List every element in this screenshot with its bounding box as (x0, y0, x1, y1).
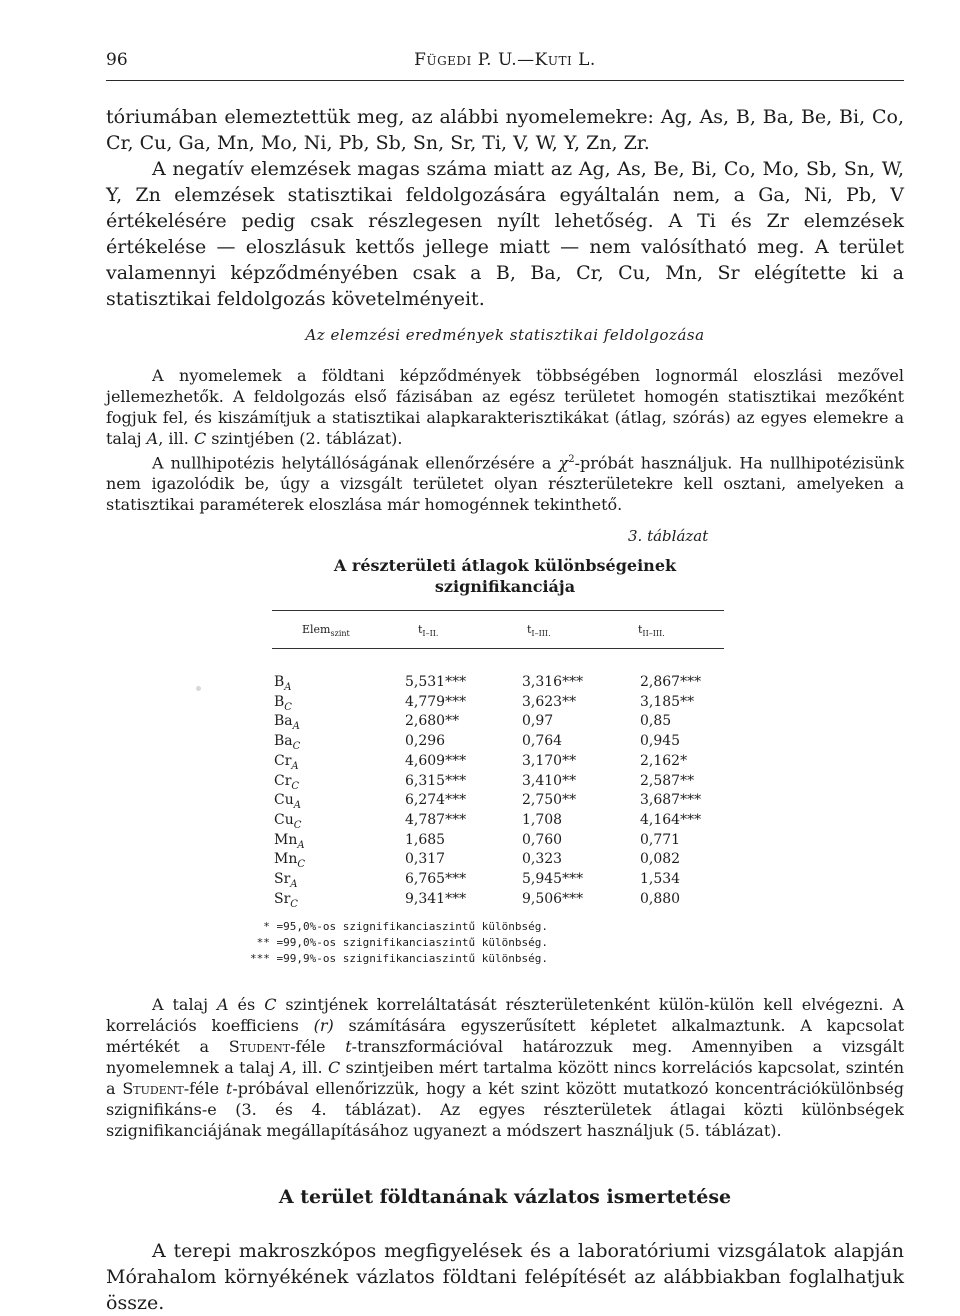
t-value-cell: 0,880 (640, 890, 681, 907)
t-value-cell: 0,764 (522, 733, 563, 750)
table-row (272, 832, 724, 853)
table-top-rule (272, 610, 724, 611)
table-row (272, 812, 724, 833)
table-row (272, 851, 724, 872)
table-row (272, 674, 724, 695)
element-cell: $Ba_A$ (274, 713, 300, 733)
element-cell: $Cu_C$ (274, 811, 302, 831)
t-value-cell: 0,771 (640, 831, 681, 848)
table-title (290, 555, 720, 597)
t-value-cell: 3,687*** (640, 792, 702, 809)
t-value-cell: 9,506*** (522, 890, 584, 907)
paragraph-elements-list: tóriumában elemeztettük meg, az alábbi nyomelemekre: Ag, As, B, Ba, Be, Bi, Co, Cr, Cu, Ga, Mn, Mo, Ni, Pb, Sb, Sn, Sr, Ti, V, W, Y, Zn, Zr. (106, 106, 904, 154)
table-header-rule (272, 648, 724, 649)
t-value-cell: 0,317 (405, 851, 446, 868)
t-value-cell: 3,410** (522, 772, 577, 789)
table-header-element: Elem$_{szint}$ (302, 623, 350, 639)
element-cell: $Ba_C$ (274, 733, 301, 752)
element-cell: $Mn_A$ (274, 831, 305, 851)
footnote-2: ** =99,0%-os szignifikanciaszintű különbség. (250, 936, 549, 949)
element-cell: $B_A$ (274, 674, 292, 693)
table-row (272, 891, 724, 912)
element-cell: $Mn_C$ (274, 851, 306, 871)
t-value-cell: 5,945*** (522, 871, 584, 887)
table-row (272, 713, 724, 734)
t-value-cell: 0,97 (522, 713, 554, 730)
t-value-cell: 3,316*** (522, 674, 584, 690)
t-value-cell: 0,760 (522, 831, 563, 848)
element-cell: $Cr_C$ (274, 772, 300, 792)
t-value-cell: 1,534 (640, 871, 681, 887)
element-cell: $Cr_A$ (274, 752, 299, 772)
t-value-cell: 0,85 (640, 713, 672, 730)
t-value-cell: 4,779*** (405, 693, 467, 710)
table-row (272, 773, 724, 794)
t-value-cell: 4,609*** (405, 752, 467, 769)
footnote-3: *** =99,9%-os szignifikanciaszintű különbség. (250, 952, 549, 965)
table-row (272, 871, 724, 892)
running-head: Fügedi P. U.—Kuti L. (414, 50, 596, 70)
element-cell: $B_C$ (274, 693, 292, 713)
footnote-1: * =95,0%-os szignifikanciaszintű különbség. (250, 920, 549, 933)
t-value-cell: 2,587** (640, 772, 695, 789)
element-cell: $Sr_A$ (274, 871, 298, 890)
table-row (272, 694, 724, 715)
element-cell: $Sr_C$ (274, 890, 298, 910)
t-value-cell: 2,750** (522, 792, 577, 809)
page-number: 96 (106, 50, 128, 70)
t-value-cell: 6,274*** (405, 792, 467, 809)
t-value-cell: 0,945 (640, 733, 681, 750)
t-value-cell: 2,162* (640, 752, 688, 769)
paragraph-negative-analyses: A negatív elemzések magas száma miatt az Ag, As, Be, Bi, Co, Mo, Sb, Sn, W, Y, Zn elemzések statisztikai feldolgozására egyáltalán nem, a Ga, Ni, Pb, V értékelésére pedig csak részlegesen nyílt lehetőség. A Ti és Zr elemzések értékelése — eloszlásuk kettős jellege miatt — nem valósítható meg. A terület valamennyi képződményében csak a B, Ba, Cr, Cu, Mn, Sr elégítette ki a statisztikai feldolgozás követelményeit. (106, 158, 904, 310)
table-header-t2: $t_{I-III.}$ (527, 623, 551, 639)
table-header-t3: $t_{II-III.}$ (638, 623, 665, 639)
t-value-cell: 0,082 (640, 851, 681, 868)
table-row (272, 792, 724, 813)
table-header-t1: $t_{I-II.}$ (418, 623, 439, 639)
t-value-cell: 9,341*** (405, 890, 467, 907)
paragraph-lognormal: A nyomelemek a földtani képződmények többségében lognormál eloszlási mezővel jellemezhetők. A feldolgozás első fázisában az egész területet homogén statisztikai mezőként fogjuk fel, és kiszámítjuk a statisztikai alapkarakterisztikákat (átlag, szórás) az egyes elemekre a talaj A, ill. C szintjében (2. táblázat). (106, 366, 904, 448)
t-value-cell: 6,765*** (405, 871, 467, 887)
table-row (272, 753, 724, 774)
t-value-cell: 4,787*** (405, 811, 467, 828)
paragraph-null-hypothesis: A nullhipotézis helytállóságának ellenőrzésére a $\chi^2$-próbát használjuk. Ha nullhipotézisünk nem igazolódik be, úgy a vizsgált területet olyan részterületekre kell osztani, amelyeken a statisztikai paraméterek eloszlása már homogénnek tekinthető. (106, 453, 905, 515)
section-heading-geology: A terület földtanának vázlatos ismertetése (278, 1186, 732, 1208)
t-value-cell: 1,708 (522, 811, 563, 828)
element-cell: $Cu_A$ (274, 792, 301, 811)
table-number: 3. táblázat (628, 527, 709, 545)
scan-speck (196, 686, 201, 691)
t-value-cell: 3,185** (640, 693, 695, 710)
t-value-cell: 1,685 (405, 831, 446, 848)
section-heading-statistics: Az elemzési eredmények statisztikai feldolgozása (305, 326, 705, 344)
t-value-cell: 0,296 (405, 733, 446, 750)
t-value-cell: 4,164*** (640, 811, 702, 828)
table-title-line2: szignifikanciája (434, 577, 576, 596)
t-value-cell: 5,531*** (405, 674, 467, 690)
page-header (106, 46, 904, 81)
t-value-cell: 2,867*** (640, 674, 702, 690)
t-value-cell: 2,680** (405, 713, 460, 730)
t-value-cell: 6,315*** (405, 772, 467, 789)
t-value-cell: 3,623** (522, 693, 577, 710)
t-value-cell: 3,170** (522, 752, 577, 769)
table-row (272, 733, 724, 754)
table-title-line1: A részterületi átlagok különbségeinek (333, 556, 677, 575)
paragraph-correlation: A talaj A és C szintjének korreláltatását részterületenként külön-külön kell elvégezni. A korrelációs koefficiens (r) számítására egyszerűsített képletet alkalmaztunk. A kapcsolat mértékét a Student-féle t-transzformációval határozzuk meg. Amennyiben a vizsgált nyomelemnek a talaj A, ill. C szintjeiben mért tartalma között nincs korrelációs kapcsolat, szintén a Student-féle t-próbával ellenőrizzük, hogy a két szint között mutatkozó koncentrációkülönbség szignifikáns-e (3. és 4. táblázat). Az egyes részterületek átlagai közti különbségek szignifikanciájának megállapításához ugyanezt a módszert használjuk (5. táblázat). (106, 995, 905, 1140)
t-value-cell: 0,323 (522, 851, 563, 868)
paragraph-field-observations: A terepi makroszkópos megfigyelések és a laboratóriumi vizsgálatok alapján Mórahalom környékének vázlatos földtani felépítését az alábbiakban foglalhatjuk össze. (106, 1240, 904, 1314)
